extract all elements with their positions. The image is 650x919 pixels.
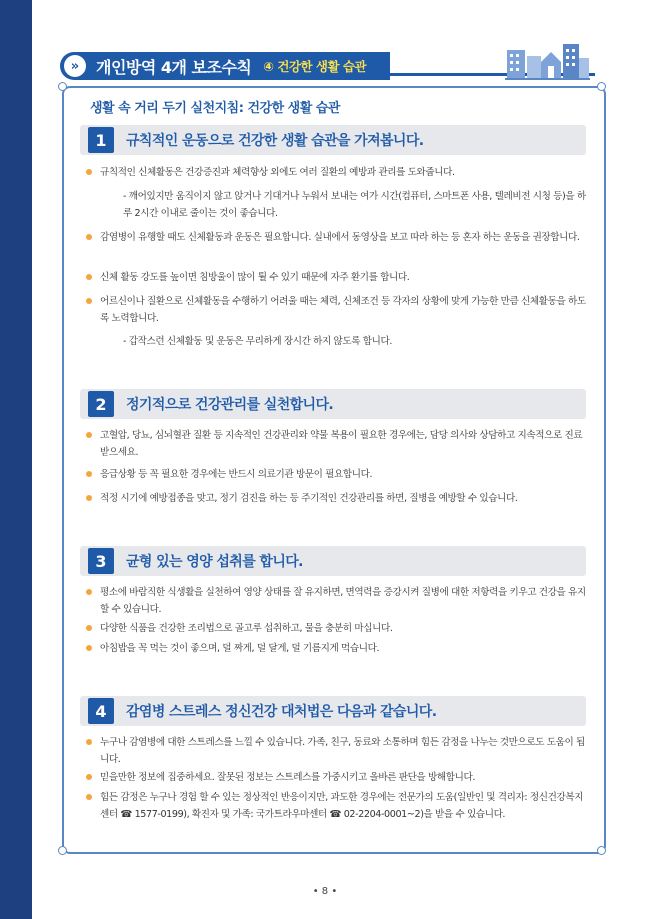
bullet-dot-icon [86, 274, 92, 280]
section-3-header [80, 546, 586, 576]
bullet-dot-icon [86, 169, 92, 175]
list-item: 고혈압, 당뇨, 심뇌혈관 질환 등 지속적인 건강관리와 약물 복용이 필요한 경우에는, 담당 의사와 상담하고 지속적으로 진료받으세요. [86, 427, 586, 461]
bullet-dot-icon [86, 645, 92, 651]
list-item: 응급상황 등 꼭 필요한 경우에는 반드시 의료기관 방문이 필요합니다. [86, 466, 586, 483]
list-item: 믿을만한 정보에 집중하세요. 잘못된 정보는 스트레스를 가중시키고 올바른 판단을 방해합니다. [86, 769, 586, 786]
left-edge-bar [0, 0, 32, 919]
sub-list-item: - 갑작스런 신체활동 및 운동은 무리하게 장시간 하지 않도록 합니다. [123, 336, 392, 347]
chapter-header [60, 52, 390, 80]
list-item: 힘든 감정은 누구나 경험 할 수 있는 정상적인 반응이지만, 과도한 경우에는 전문가의 도움(일반인 및 격리자: 정신건강복지센터 ☎ 1577-0199), 확진자 및 가족: 국가트라우마센터 ☎ 02-2204-0001~2)을 받을 수 있습니다. [86, 789, 586, 823]
double-chevron-right-icon: » [64, 55, 86, 77]
frame-corner [597, 82, 606, 91]
list-item: 다양한 식품을 건강한 조리법으로 골고루 섭취하고, 물을 충분히 마십니다. [86, 620, 586, 637]
section-number: 3 [88, 548, 114, 574]
section-title: 규칙적인 운동으로 건강한 생활 습관을 가져봅니다. [126, 133, 424, 149]
bullet-dot-icon [86, 774, 92, 780]
section-title: 균형 있는 영양 섭취를 합니다. [126, 554, 303, 570]
bullet-dot-icon [86, 625, 92, 631]
bullet-dot-icon [86, 298, 92, 304]
list-item: 적정 시기에 예방접종을 맞고, 정기 검진을 하는 등 주기적인 건강관리를 하면, 질병을 예방할 수 있습니다. [86, 490, 586, 507]
list-item: 규칙적인 신체활동은 건강증진과 체력향상 외에도 여러 질환의 예방과 관리를 도와줍니다. [86, 164, 586, 181]
bullet-dot-icon [86, 739, 92, 745]
section-title: 정기적으로 건강관리를 실천합니다. [126, 397, 334, 413]
chapter-subtitle: ④ 건강한 생활 습관 [263, 59, 367, 74]
guideline-subtitle: 생활 속 거리 두기 실천지침: 건강한 생활 습관 [90, 101, 340, 116]
list-item: 신체 활동 강도를 높이면 침방울이 많이 튈 수 있기 때문에 자주 환기를 합니다. [86, 269, 586, 286]
bullet-dot-icon [86, 794, 92, 800]
list-item: 어르신이나 질환으로 신체활동을 수행하기 어려울 때는 체력, 신체조건 등 각자의 상황에 맞게 가능한 만큼 신체활동을 하도록 노력합니다. [86, 293, 586, 327]
list-item: 누구나 감염병에 대한 스트레스를 느낄 수 있습니다. 가족, 친구, 동료와 소통하며 힘든 감정을 나누는 것만으로도 도움이 됩니다. [86, 734, 586, 768]
frame-corner [58, 82, 67, 91]
page-number: • 8 • [312, 886, 338, 897]
bullet-dot-icon [86, 471, 92, 477]
section-2-header [80, 389, 586, 419]
section-1-header [80, 125, 586, 155]
bullet-dot-icon [86, 234, 92, 240]
section-number: 4 [88, 698, 114, 724]
section-number: 1 [88, 127, 114, 153]
bullet-dot-icon [86, 432, 92, 438]
bullet-dot-icon [86, 495, 92, 501]
list-item: 평소에 바람직한 식생활을 실천하여 영양 상태를 잘 유지하면, 면역력을 증강시켜 질병에 대한 저항력을 키우고 건강을 유지할 수 있습니다. [86, 584, 586, 618]
chapter-title: 개인방역 4개 보조수칙 [96, 57, 252, 77]
list-item: 감염병이 유행할 때도 신체활동과 운동은 필요합니다. 실내에서 동영상을 보고 따라 하는 등 혼자 하는 운동을 권장합니다. [86, 229, 586, 246]
list-item: 아침밥을 꼭 먹는 것이 좋으며, 덜 짜게, 덜 달게, 덜 기름지게 먹습니다. [86, 640, 586, 657]
section-title: 감염병 스트레스 정신건강 대처법은 다음과 같습니다. [126, 704, 437, 720]
section-4-header [80, 696, 586, 726]
sub-list-item: - 깨어있지만 움직이지 않고 앉거나 기대거나 누워서 보내는 여가 시간(컴퓨터, 스마트폰 사용, 텔레비전 시청 등)을 하루 2시간 이내로 줄이는 것이 좋습니다. [123, 191, 586, 219]
frame-corner [597, 846, 606, 855]
frame-corner [58, 846, 67, 855]
section-number: 2 [88, 391, 114, 417]
city-buildings-icon [505, 40, 590, 80]
bullet-dot-icon [86, 589, 92, 595]
